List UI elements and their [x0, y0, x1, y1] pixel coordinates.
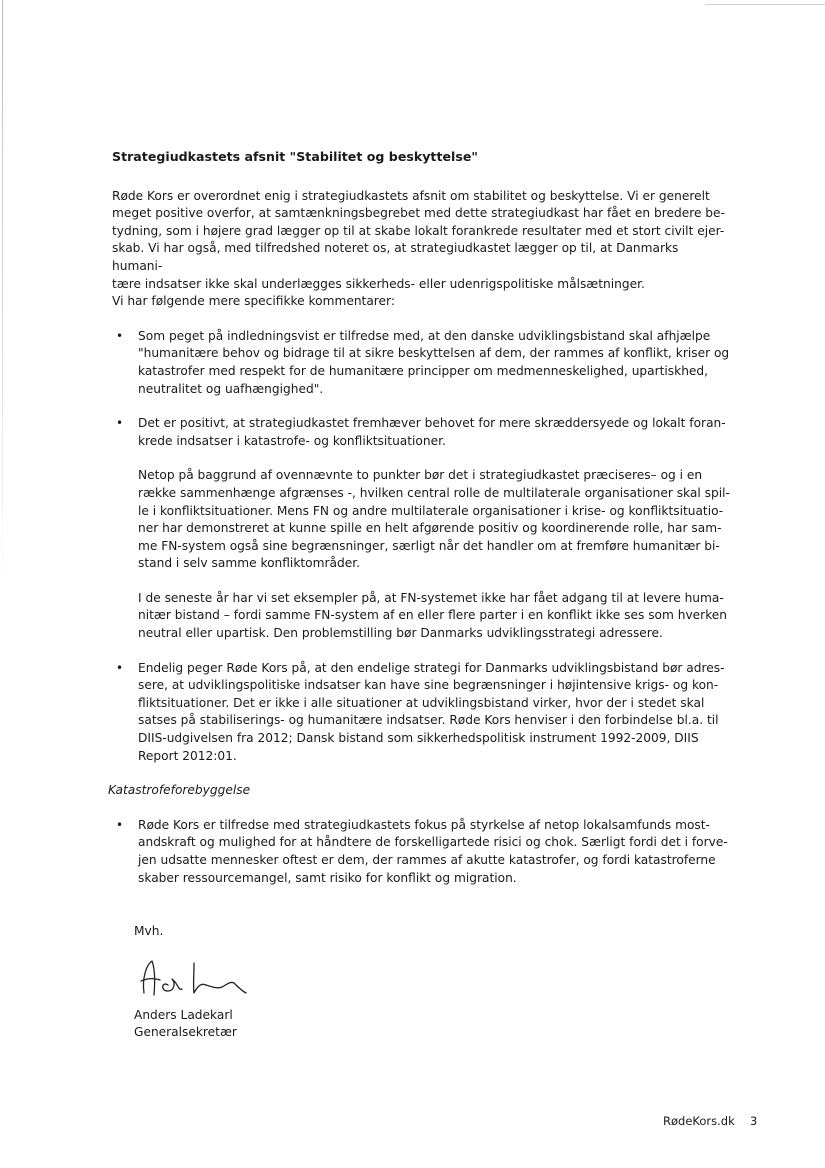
- bullet-icon: •: [116, 817, 124, 832]
- signature-image: [138, 955, 248, 1001]
- letter-page: [108, 148, 732, 1042]
- disaster-prevention-list: [112, 817, 732, 887]
- signer-title: Generalsekretær: [134, 1025, 237, 1040]
- list-item: [112, 415, 732, 643]
- bullet-icon: •: [116, 416, 124, 431]
- list-item: [112, 660, 732, 766]
- sub-paragraph: I de seneste år har vi set eksempler på, at FN-systemet ikke har fået adgang til at levere huma- nitær bistand – fordi samme FN-system af en eller flere parter i en konflikt ikke ses som hverken neutral eller upartisk. Den problemstilling bør Danmarks udviklingsstrategi adressere.: [138, 590, 728, 641]
- list-item-text: Endelig peger Røde Kors på, at den endelige strategi for Danmarks udviklingsbistand bør adres- sere, at udviklingspolitiske indsatser kan have sine begrænsninger i højintensive krigs- og kon- fliktsituationer. Det er ikke i alle situationer at udviklingsbistand virker, hvor der i stedet skal satses på stabiliserings- og humanitære indsatser. Røde Kors henviser i den forbindelse bl.a. til DIIS-udgivelsen fra 2012; Dansk bistand som sikkerhedspolitisk instrument 1992-2009, DIIS Report 2012:01.: [138, 660, 725, 763]
- bullet-icon: •: [116, 328, 124, 343]
- signer-name: Anders Ladekarl: [134, 1007, 233, 1022]
- page-number: 3: [750, 1114, 758, 1128]
- list-item-text: Det er positivt, at strategiudkastet fremhæver behovet for mere skræddersyede og lokalt foran- krede indsatser i katastrofe- og konfliktsituationer.: [138, 416, 726, 448]
- list-item: [112, 817, 732, 887]
- sub-paragraph: Netop på baggrund af ovennævnte to punkter bør det i strategiudkastet præciseres– og i en række sammenhænge afgrænses -, hvilken central rolle de multilaterale organisationer skal spil- le i konfliktsituationer. Mens FN og andre multilaterale organisationer i krise- og konfliktsituatio- ner har demonstreret at kunne spille en helt afgørende positiv og koordinerende rolle, har sam- me FN-system også sine begrænsninger, særligt når det handler om at fremføre humanitær bi- stand i selv samme konfliktområder.: [138, 468, 730, 571]
- footer-website: RødeKors.dk: [663, 1114, 735, 1128]
- comments-list: [112, 328, 732, 765]
- subsection-title: Katastrofeforebyggelse: [108, 783, 251, 798]
- list-item-text: Røde Kors er tilfredse med strategiudkastets fokus på styrkelse af netop lokalsamfunds most- andskraft og mulighed for at håndtere de forskelligartede risici og chok. Særligt fordi det i forve- jen udsatte mennesker oftest er dem, der rammes af akutte katastrofer, og fordi katastroferne skaber ressourcemangel, samt risiko for konflikt og migration.: [138, 817, 728, 885]
- intro-paragraph: Røde Kors er overordnet enig i strategiudkastets afsnit om stabilitet og beskyttelse. Vi er generelt meget positive overfor, at samtænkningsbegrebet med dette strategiudkast har fået en bredere be- tydning, som i højere grad lægger op til at skabe lokalt forankrede resultater med et stort civilt ejer- skab. Vi har også, med tilfredshed noteret os, at strategiudkastet lægger op til, at Danmarks humani- tære indsatser ikke skal underlægges sikkerheds- eller udenrigspolitiske målsætninger. Vi har følgende mere specifikke kommentarer:: [112, 188, 725, 309]
- bullet-icon: •: [116, 660, 124, 675]
- list-item: [112, 328, 732, 398]
- scan-edge-top: [705, 4, 825, 5]
- closing-greeting: Mvh.: [134, 924, 164, 939]
- scan-edge-left: [2, 0, 3, 590]
- section-heading: Strategiudkastets afsnit "Stabilitet og beskyttelse": [112, 149, 478, 164]
- list-item-text: Som peget på indledningsvist er tilfredse med, at den danske udviklingsbistand skal afhjælpe "humanitære behov og bidrage til at sikre beskyttelsen af dem, der rammes af konflikt, kriser og katastrofer med respekt for de humanitære principper om medmenneskelighed, upartiskhed, neutralitet og uafhængighed".: [138, 328, 730, 396]
